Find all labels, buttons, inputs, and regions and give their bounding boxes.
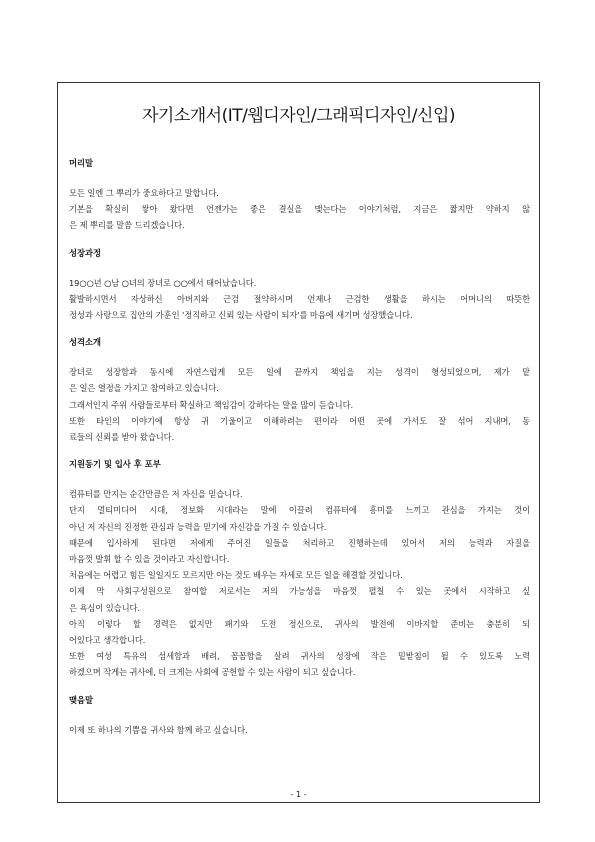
- paragraph: [69, 502, 530, 534]
- text-line: 이제 또 하나의 기쁨을 귀사와 함께 하고 싶습니다.: [69, 724, 248, 735]
- text-line: 이제 막 사회구성원으로 참여할 저로서는 저의 가능성을 마음껏 펼칠 수 있는 곳에서 시작하고 싶: [69, 586, 530, 597]
- text-line: 마음껏 발휘 할 수 있을 것이라고 자신합니다.: [69, 554, 230, 565]
- text-line: 은 제 뿌리를 말씀 드리겠습니다.: [69, 220, 185, 231]
- section-heading: 머리말: [69, 158, 94, 168]
- section: [69, 458, 530, 680]
- paragraph: [69, 413, 530, 445]
- paragraph: [69, 486, 530, 502]
- section-heading: 성격소개: [69, 337, 102, 348]
- text-line: 기본을 확실히 쌓아 왔다면 언젠가는 좋은 결실을 맺는다는 이야기처럼, 지금은 짧지만 약하지 않: [69, 204, 530, 215]
- paragraph: [69, 567, 530, 583]
- document-title: 자기소개서(IT/웹디자인/그래픽디자인/신입): [141, 106, 456, 126]
- text-line: 료들의 신뢰를 받아 왔습니다.: [69, 432, 175, 443]
- text-line: 은 일은 열정을 가지고 참여하고 있습니다.: [69, 383, 219, 394]
- paragraph: [69, 291, 530, 323]
- text-line: 19○○년 ○남 ○녀의 장녀로 ○○에서 태어났습니다.: [69, 277, 257, 288]
- section: [69, 336, 530, 445]
- text-line: 또한 여성 특유의 섬세함과 배려, 꼼꼼함을 살려 귀사의 성장에 작은 밑받침이 될 수 있도록 노력: [69, 651, 530, 662]
- text-line: 컴퓨터를 만지는 순간만큼은 저 자신을 믿습니다.: [69, 489, 243, 500]
- section: [69, 157, 530, 234]
- text-line: 어있다고 생각합니다.: [69, 635, 146, 646]
- paragraph: [69, 397, 530, 413]
- text-line: 모든 일엔 그 뿌리가 중요하다고 말합니다.: [69, 188, 219, 198]
- section-heading: 맺음말: [69, 694, 94, 705]
- text-line: 때문에 입사하게 된다면 저에게 주어진 일들을 처리하고 진행하는데 있어서 저의 능력과 자질을: [69, 537, 530, 548]
- section: [69, 247, 530, 324]
- section-heading: 성장과정: [69, 247, 102, 258]
- text-line: 단지 멀티미디어 시대, 정보화 시대라는 말에 이끌려 컴퓨터에 흥미를 느끼고 관심을 가지는 것이: [69, 505, 530, 516]
- paragraph: [69, 185, 530, 201]
- document-body: [69, 157, 530, 751]
- paragraph: [69, 648, 530, 680]
- paragraph: [69, 364, 530, 396]
- text-line: 은 욕심이 있습니다.: [69, 602, 140, 613]
- page-number: - 1 -: [290, 789, 307, 799]
- paragraph: [69, 201, 530, 233]
- paragraph: [69, 535, 530, 567]
- text-line: 하겠으며 작게는 귀사에, 더 크게는 사회에 공헌할 수 있는 사람이 되고 싶습니다.: [69, 667, 356, 678]
- section-heading: 지원동기 및 입사 후 포부: [69, 459, 161, 470]
- text-line: 정성과 사랑으로 집안의 가훈인 '정직하고 신뢰 있는 사람이 되자'를 마음에 새기며 성장했습니다.: [69, 310, 413, 321]
- paragraph: [69, 722, 530, 738]
- text-line: 활발하시면서 자상하신 아버지와 근검 절약하시며 언제나 근검한 생활을 하시는 어머니의 따뜻한: [69, 293, 530, 304]
- section: [69, 694, 530, 738]
- paragraph: [69, 616, 530, 648]
- paragraph: [69, 275, 530, 291]
- text-line: 아직 이렇다 할 경력은 없지만 패기와 도전 정신으로, 귀사의 발전에 이바지할 준비는 충분히 되: [69, 618, 530, 629]
- text-line: 또한 타인의 이야기에 항상 귀 기울이고 이해하려는 편이라 어떤 곳에 가서도 잘 섞어 지내며, 동: [69, 415, 530, 426]
- paragraph: [69, 583, 530, 615]
- text-line: 장녀로 성장함과 동시에 자연스럽게 모든 일에 끝까지 책임을 지는 성격이 형성되었으며, 제가 맡: [69, 367, 530, 378]
- text-line: 아닌 저 자신의 진정한 관심과 능력을 믿기에 자신감을 가질 수 있습니다.: [69, 521, 327, 532]
- document-frame: [57, 82, 540, 803]
- text-line: 처음에는 어렵고 힘든 일일지도 모르지만 아는 것도 배우는 자세로 모든 일을 해결할 것입니다.: [69, 570, 403, 581]
- text-line: 그래서인지 주위 사람들로부터 확실하고 책임감이 강하다는 말을 많이 듣습니다.: [69, 399, 354, 410]
